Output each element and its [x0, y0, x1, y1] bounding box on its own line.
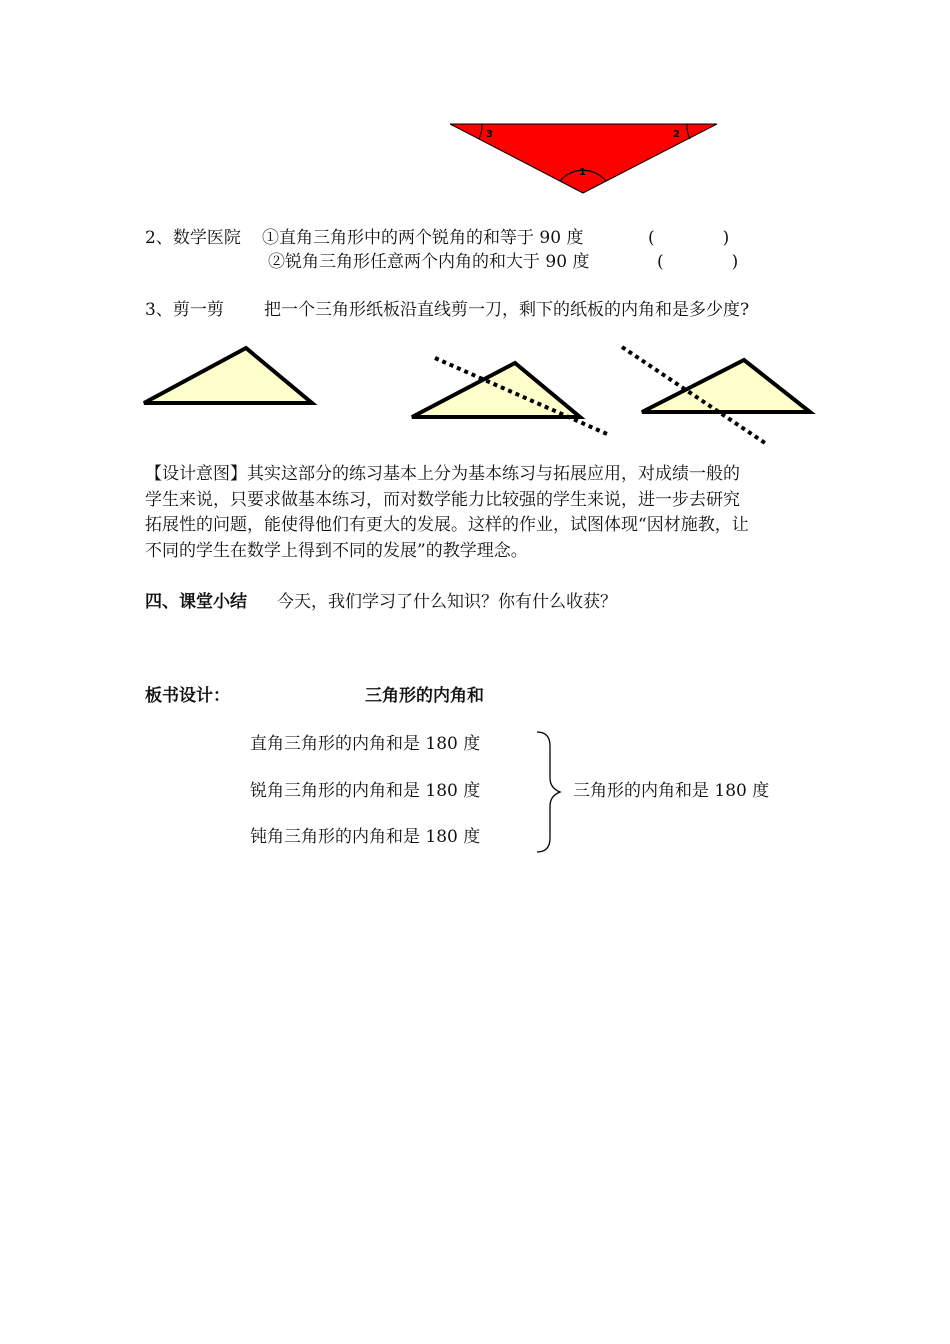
section2-item1-answer: ( ) — [648, 228, 730, 248]
red-triangle-figure — [440, 115, 730, 205]
board-item-obtuse: 钝角三角形的内角和是 180 度 — [250, 827, 481, 847]
triangle-3 — [642, 360, 810, 412]
angle-label-3: 3 — [486, 129, 493, 140]
board-item-right: 直角三角形的内角和是 180 度 — [250, 734, 481, 754]
design-intent-line: 学生来说，只要求做基本练习，而对数学能力比较强的学生来说，进一步去研究 — [145, 489, 740, 510]
section2-item2: ②锐角三角形任意两个内角的和大于 90 度 — [268, 252, 590, 272]
summary-text: 今天，我们学习了什么知识？你有什么收获？ — [277, 592, 617, 612]
angle-label-2: 2 — [673, 129, 680, 140]
section3-label: 3、剪一剪 — [145, 300, 224, 320]
section2-item2-answer: ( ) — [657, 252, 739, 272]
board-item-acute: 锐角三角形的内角和是 180 度 — [250, 781, 481, 801]
design-intent-paragraph — [145, 462, 810, 564]
summary-heading: 四、课堂小结 — [145, 592, 247, 612]
design-intent-line: 不同的学生在数学上得到不同的发展”的教学理念。 — [145, 540, 528, 561]
board-conclusion: 三角形的内角和是 180 度 — [573, 781, 770, 801]
triangle-1 — [144, 348, 312, 403]
curly-brace-icon — [530, 728, 566, 856]
design-intent-line: 【设计意图】其实这部分的练习基本上分为基本练习与拓展应用，对成绩一般的 — [145, 464, 740, 484]
section2-label: 2、数学医院 — [145, 228, 241, 248]
cut-triangles-figure — [130, 335, 830, 445]
angle-label-1: 1 — [579, 167, 586, 178]
board-label: 板书设计： — [145, 686, 230, 706]
board-title: 三角形的内角和 — [365, 686, 484, 706]
design-intent-line: 拓展性的问题，能使得他们有更大的发展。这样的作业，试图体现“因材施教，让 — [145, 515, 749, 535]
section2-item1: ①直角三角形中的两个锐角的和等于 90 度 — [262, 228, 584, 248]
section3-question: 把一个三角形纸板沿直线剪一刀，剩下的纸板的内角和是多少度? — [264, 300, 750, 320]
